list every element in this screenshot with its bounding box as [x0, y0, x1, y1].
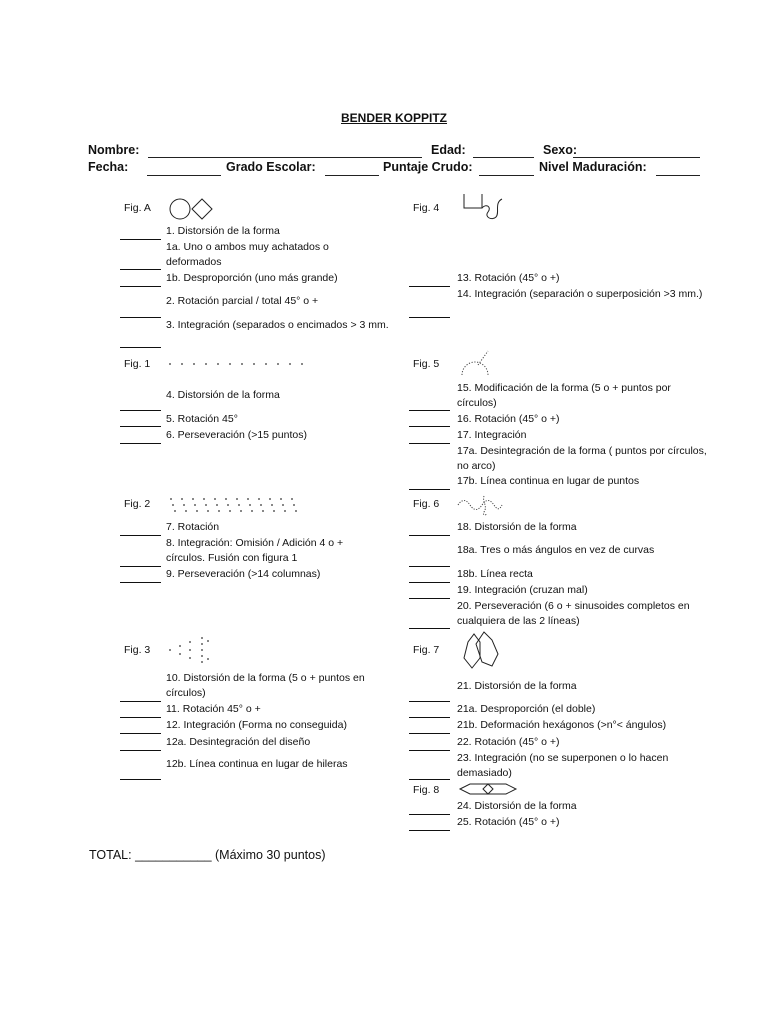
score-blank-17b[interactable]: [409, 489, 450, 490]
item-4: 4. Distorsión de la forma: [166, 389, 280, 401]
score-blank-12a[interactable]: [120, 750, 161, 751]
total-line: TOTAL: ___________ (Máximo 30 puntos): [89, 848, 326, 862]
item-1a: 1a. Uno o ambos muy achatados o deformados: [166, 241, 329, 268]
puntaje-field[interactable]: [479, 175, 534, 176]
score-blank-19[interactable]: [409, 598, 450, 599]
item-19: 19. Integración (cruzan mal): [457, 584, 588, 596]
item-17: 17. Integración: [457, 429, 527, 441]
score-blank-24[interactable]: [409, 814, 450, 815]
fig-1-drawing: [168, 360, 308, 368]
nivel-label: Nivel Maduración:: [539, 160, 647, 174]
score-blank-5[interactable]: [120, 426, 161, 427]
item-21: 21. Distorsión de la forma: [457, 680, 577, 692]
item-18a: 18a. Tres o más ángulos en vez de curvas: [457, 544, 655, 556]
item-12a: 12a. Desintegración del diseño: [166, 736, 311, 748]
item-21b: 21b. Deformación hexágonos (>n°< ángulos): [457, 719, 667, 731]
nombre-label: Nombre:: [88, 143, 140, 157]
score-blank-7[interactable]: [120, 535, 161, 536]
item-21a: 21a. Desproporción (el doble): [457, 703, 596, 715]
fig-7-drawing: [458, 628, 502, 672]
sexo-field[interactable]: [573, 157, 700, 158]
fecha-label: Fecha:: [88, 160, 129, 174]
item-17b: 17b. Línea continua en lugar de puntos: [457, 475, 640, 487]
item-18: 18. Distorsión de la forma: [457, 521, 577, 533]
item-12: 12. Integración (Forma no conseguida): [166, 719, 347, 731]
score-blank-23[interactable]: [409, 779, 450, 780]
fig-a-drawing: [168, 196, 216, 222]
score-blank-17[interactable]: [409, 443, 450, 444]
score-blank-14[interactable]: [409, 317, 450, 318]
fig-2-label: Fig. 2: [124, 498, 151, 510]
item-7: 7. Rotación: [166, 521, 220, 533]
item-3: 3. Integración (separados o encimados > 3 mm.: [166, 319, 389, 331]
score-blank-21[interactable]: [409, 701, 450, 702]
score-blank-9[interactable]: [120, 582, 161, 583]
score-blank-11[interactable]: [120, 717, 161, 718]
score-blank-21a[interactable]: [409, 717, 450, 718]
item-23: 23. Integración (no se superponen o lo hacen demasiado): [457, 752, 669, 779]
edad-field[interactable]: [473, 157, 534, 158]
fig-5-label: Fig. 5: [413, 358, 440, 370]
item-11: 11. Rotación 45° o +: [166, 703, 261, 715]
item-14: 14. Integración (separación o superposición >3 mm.): [457, 288, 703, 300]
edad-label: Edad:: [431, 143, 466, 157]
score-blank-1b[interactable]: [120, 286, 161, 287]
grado-label: Grado Escolar:: [226, 160, 316, 174]
fig-3-label: Fig. 3: [124, 644, 151, 656]
score-blank-1[interactable]: [120, 239, 161, 240]
score-blank-8[interactable]: [120, 566, 161, 567]
score-blank-12b[interactable]: [120, 779, 161, 780]
score-blank-21b[interactable]: [409, 733, 450, 734]
score-blank-18b[interactable]: [409, 582, 450, 583]
score-blank-13[interactable]: [409, 286, 450, 287]
fig-2-drawing: [168, 496, 298, 514]
item-9: 9. Perseveración (>14 columnas): [166, 568, 321, 580]
nivel-field[interactable]: [656, 175, 700, 176]
fig-7-label: Fig. 7: [413, 644, 440, 656]
item-15: 15. Modificación de la forma (5 o + puntos por círculos): [457, 382, 671, 409]
score-blank-16[interactable]: [409, 426, 450, 427]
fig-a-label: Fig. A: [124, 202, 151, 214]
score-blank-18a[interactable]: [409, 566, 450, 567]
score-blank-2[interactable]: [120, 317, 161, 318]
puntaje-label: Puntaje Crudo:: [383, 160, 473, 174]
sexo-label: Sexo:: [543, 143, 578, 157]
fig-6-drawing: [456, 494, 504, 516]
fig-8-label: Fig. 8: [413, 784, 440, 796]
score-blank-25[interactable]: [409, 830, 450, 831]
fig-3-drawing: [166, 636, 216, 664]
score-blank-3[interactable]: [120, 347, 161, 348]
item-12b: 12b. Línea continua en lugar de hileras: [166, 758, 348, 770]
item-10: 10. Distorsión de la forma (5 o + puntos en círculos): [166, 672, 365, 699]
fig-4-drawing: [458, 191, 506, 225]
item-18b: 18b. Línea recta: [457, 568, 533, 580]
item-22: 22. Rotación (45° o +): [457, 736, 560, 748]
page-title: BENDER KOPPITZ: [341, 111, 448, 125]
nombre-field[interactable]: [148, 157, 422, 158]
item-6: 6. Perseveración (>15 puntos): [166, 429, 307, 441]
item-8: 8. Integración: Omisión / Adición 4 o + círculos. Fusión con figura 1: [166, 537, 344, 564]
score-blank-6[interactable]: [120, 443, 161, 444]
item-1: 1. Distorsión de la forma: [166, 225, 280, 237]
score-blank-18[interactable]: [409, 535, 450, 536]
score-blank-4[interactable]: [120, 410, 161, 411]
score-blank-15[interactable]: [409, 410, 450, 411]
fig-6-label: Fig. 6: [413, 498, 440, 510]
item-24: 24. Distorsión de la forma: [457, 800, 577, 812]
score-blank-20[interactable]: [409, 628, 450, 629]
item-5: 5. Rotación 45°: [166, 413, 238, 425]
score-blank-22[interactable]: [409, 750, 450, 751]
item-13: 13. Rotación (45° o +): [457, 272, 560, 284]
item-17a: 17a. Desintegración de la forma ( puntos por círculos, no arco): [457, 445, 707, 472]
fig-4-label: Fig. 4: [413, 202, 440, 214]
fecha-field[interactable]: [147, 175, 221, 176]
score-blank-1a[interactable]: [120, 269, 161, 270]
item-1b: 1b. Desproporción (uno más grande): [166, 272, 338, 284]
fig-5-drawing: [458, 349, 492, 379]
item-16: 16. Rotación (45° o +): [457, 413, 560, 425]
item-25: 25. Rotación (45° o +): [457, 816, 560, 828]
item-2: 2. Rotación parcial / total 45° o +: [166, 295, 319, 307]
score-blank-12[interactable]: [120, 733, 161, 734]
fig-8-drawing: [458, 782, 518, 796]
item-20: 20. Perseveración (6 o + sinusoides completos en cualquiera de las 2 líneas): [457, 600, 690, 627]
score-blank-10[interactable]: [120, 701, 161, 702]
fig-1-label: Fig. 1: [124, 358, 151, 370]
grado-field[interactable]: [325, 175, 379, 176]
